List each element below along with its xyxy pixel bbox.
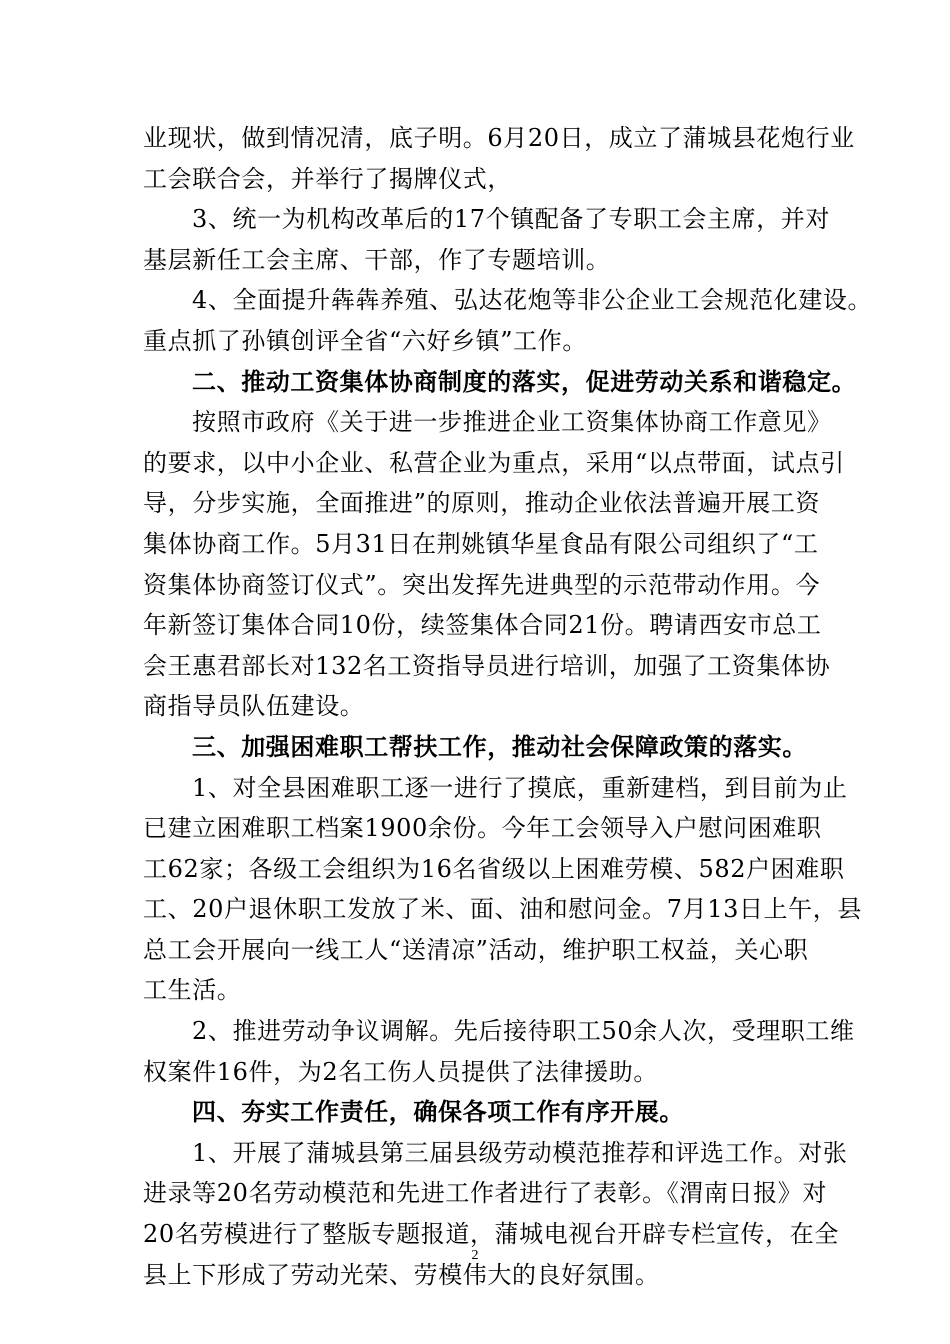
body-line: 进录等20名劳动模范和先进工作者进行了表彰。《渭南日报》对 bbox=[143, 1179, 827, 1208]
document-body bbox=[143, 118, 873, 1295]
body-line: 已建立困难职工档案1900余份。今年工会领导入户慰问困难职 bbox=[143, 814, 822, 843]
body-line: 资集体协商签订仪式”。突出发挥先进典型的示范带动作用。今 bbox=[143, 570, 821, 599]
body-line: 工会联合会，并举行了揭牌仪式， bbox=[143, 164, 512, 193]
paragraph-start: 按照市政府《关于进一步推进企业工资集体协商工作意见》 bbox=[192, 408, 832, 437]
body-line: 工生活。 bbox=[143, 976, 242, 1005]
body-line: 导，分步实施，全面推进”的原则，推动企业依法普遍开展工资 bbox=[143, 489, 821, 518]
section-heading: 三、加强困难职工帮扶工作，推动社会保障政策的落实。 bbox=[192, 731, 807, 761]
body-line: 年新签订集体合同10份，续签集体合同21份。聘请西安市总工 bbox=[143, 611, 822, 640]
paragraph-start: 1、开展了蒲城县第三届县级劳动模范推荐和评选工作。对张 bbox=[192, 1138, 848, 1167]
section-heading: 二、推动工资集体协商制度的落实，促进劳动关系和谐稳定。 bbox=[192, 366, 857, 396]
page-number: 2 bbox=[471, 1248, 479, 1263]
body-line: 业现状，做到情况清，底子明。6月20日，成立了蒲城县花炮行业 bbox=[143, 124, 855, 152]
body-line: 权案件16件，为2名工伤人员提供了法律援助。 bbox=[143, 1057, 659, 1086]
paragraph-start: 1、对全县困难职工逐一进行了摸底，重新建档，到目前为止 bbox=[192, 773, 848, 802]
body-line: 县上下形成了劳动光荣、劳模伟大的良好氛围。 bbox=[143, 1260, 660, 1289]
body-line: 工62家；各级工会组织为16名省级以上困难劳模、582户困难职 bbox=[143, 854, 845, 883]
body-line: 商指导员队伍建设。 bbox=[143, 692, 365, 721]
body-line: 集体协商工作。5月31日在荆姚镇华星食品有限公司组织了“工 bbox=[143, 529, 819, 558]
section-heading: 四、夯实工作责任，确保各项工作有序开展。 bbox=[192, 1097, 684, 1127]
body-line: 重点抓了孙镇创评全省“六好乡镇”工作。 bbox=[143, 326, 587, 355]
paragraph-start: 2、推进劳动争议调解。先后接待职工50余人次，受理职工维 bbox=[192, 1017, 855, 1046]
paragraph-start: 3、统一为机构改革后的17个镇配备了专职工会主席，并对 bbox=[192, 205, 831, 234]
body-line: 的要求，以中小企业、私营企业为重点，采用“以点带面，试点引 bbox=[143, 448, 845, 477]
body-line: 基层新任工会主席、干部，作了专题培训。 bbox=[143, 245, 611, 274]
body-line: 会王惠君部长对132名工资指导员进行培训，加强了工资集体协 bbox=[143, 651, 831, 680]
body-line: 总工会开展向一线工人“送清凉”活动，维护职工权益，关心职 bbox=[143, 935, 809, 964]
body-line: 20名劳模进行了整版专题报道，蒲城电视台开辟专栏宣传，在全 bbox=[143, 1220, 839, 1249]
body-line: 工、20户退休职工发放了米、面、油和慰问金。7月13日上午，县 bbox=[143, 895, 862, 924]
paragraph-start: 4、全面提升犇犇养殖、弘达花炮等非公企业工会规范化建设。 bbox=[192, 286, 873, 315]
